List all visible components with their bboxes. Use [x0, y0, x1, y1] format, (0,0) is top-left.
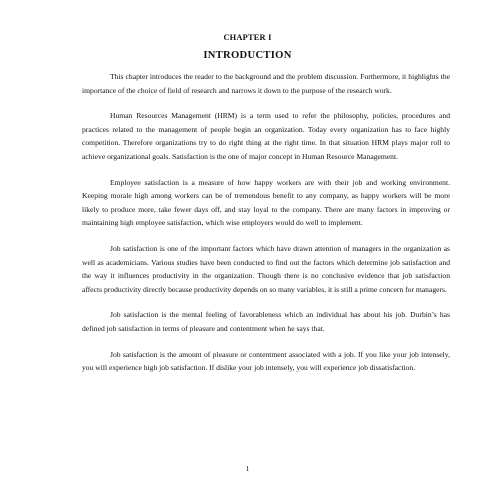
paragraph-durbin-definition: Job satisfaction is the mental feeling of favorableness which an individual has about his job. Durbin’s has defined job satisfaction in terms of pleasure and contentment when he says that. [82, 310, 450, 333]
paragraph-hrm: Human Resources Management (HRM) is a term used to refer the philosophy, policies, procedures and practices related to the management of people begin an organization. Today every organization has to face highly competition. Therefore organizations try to do right thing at the right time. In that situation HRM plays major roll to achieve organizational goals. Satisfaction is the one of major concept in Human Resource Management. [82, 111, 450, 161]
paragraph-pleasure-contentment: Job satisfaction is the amount of pleasure or contentment associated with a job. If you like your job intensely, you will experience high job satisfaction. If dislike your job intensely, you will experience job dissatisfaction. [82, 349, 450, 373]
chapter-label: CHAPTER I [223, 33, 272, 42]
paragraph-employee-satisfaction: Employee satisfaction is a measure of how happy workers are with their job and working environment. Keeping morale high among workers can be of tremendous benefit to any company, as happy workers will be more likely to produce more, take fewer days off, and stay loyal to the company. There are many factors in improving or maintaining high employee satisfaction, which wise employers would do well to implement. [82, 177, 450, 228]
chapter-title: INTRODUCTION [203, 50, 292, 61]
paragraph-intro: This chapter introduces the reader to the background and the problem discussion. Furthermore, it highlights the importance of the choice of field of research and narrows it down to the purpose of the research work. [82, 72, 450, 95]
page-number: 1 [245, 464, 250, 473]
paragraph-job-satisfaction-factors: Job satisfaction is one of the important factors which have drawn attention of managers in the organization as well as academicians. Various studies have been conducted to find out the factors which determine job satisfaction and the way it influences productivity in the organization. Though there is no conclusive evidence that job satisfaction affects productivity directly because productivity depends on so many variables, it is still a prime concern for managers. [82, 243, 450, 294]
body-text [82, 70, 450, 387]
